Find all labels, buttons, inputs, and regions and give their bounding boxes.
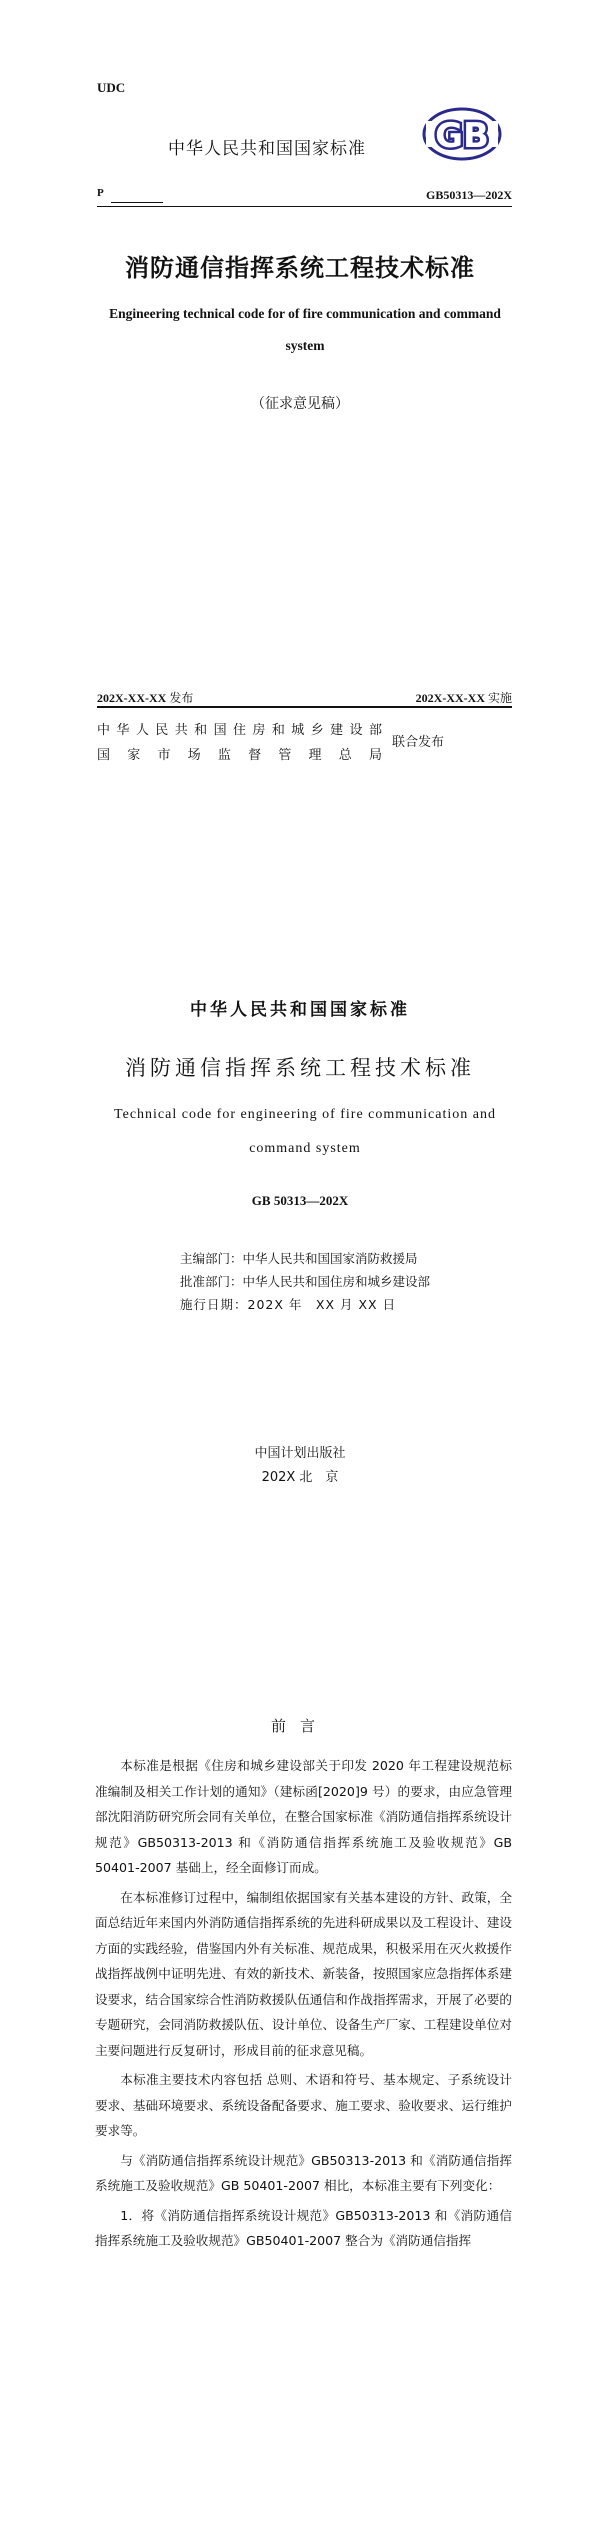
publish-place: 202X 北 京 bbox=[261, 1470, 339, 1485]
implement-date bbox=[416, 689, 512, 706]
foreword-title: 前言 bbox=[270, 1717, 329, 1735]
udc-label: UDC bbox=[97, 80, 126, 95]
foreword-paragraph: 本标准是根据《住房和城乡建设部关于印发 2020 年工程建设规范标准编制及相关工作计划的通知》（建标函[2020]9 号）的要求，由应急管理部沈阳消防研究所会同有关单位，在整合国家标准《消防通信指挥系统设计规范》GB50313-2013 和《消防通信指挥系统施工及验收规范》GB 50401-2007 基础上，经全面修订而成。 bbox=[95, 1758, 512, 1875]
joint-release-label: 联合发布 bbox=[392, 735, 445, 750]
p-code: P bbox=[97, 187, 104, 199]
title-page-standard-number: GB 50313—202X bbox=[251, 1193, 349, 1208]
bottom-divider bbox=[97, 706, 512, 708]
cover-title-cn: 消防通信指挥系统工程技术标准 bbox=[125, 254, 475, 282]
draft-label: （征求意见稿） bbox=[251, 396, 349, 412]
implement-date-suffix: 实施 bbox=[487, 691, 512, 705]
foreword-paragraph: 与《消防通信指挥系统设计规范》GB50313-2013 和《消防通信指挥系统施工及验收规范》GB 50401-2007 相比，本标准主要有下列变化： bbox=[95, 2152, 512, 2193]
foreword-paragraph: 在本标准修订过程中，编制组依据国家有关基本建设的方针、政策，全面总结近年来国内外消防通信指挥系统的先进科研成果以及工程设计、建设方面的实践经验，借鉴国内外有关标准、规范成果，积极采用在灭火救援作战指挥战例中证明先进、有效的新技术、新装备，按照国家应急指挥体系建设要求，结合国家综合性消防救援队伍通信和作战指挥需求，开展了必要的专题研究，会同消防救援队伍、设计单位、设备生产厂家、工程建设单位对主要问题进行反复研讨，形成目前的征求意见稿。 bbox=[95, 1889, 512, 2058]
effective-date: 施行日期：202X 年 XX 月 XX 日 bbox=[180, 1297, 397, 1312]
publisher-name: 中国计划出版社 bbox=[254, 1446, 346, 1461]
standard-number: GB50313—202X bbox=[425, 188, 512, 202]
foreword-body bbox=[95, 1753, 512, 2258]
title-page-title-en: Technical code for engineering of fire communication and command system bbox=[114, 1107, 496, 1156]
national-standard-heading: 中华人民共和国国家标准 bbox=[168, 139, 366, 159]
publisher-block bbox=[0, 1442, 600, 1490]
approval-department: 批准部门：中华人民共和国住房和城乡建设部 bbox=[180, 1274, 431, 1289]
p-code-underline bbox=[111, 202, 163, 203]
issuer-mohurd: 中华人民共和国住房和城乡建设部 bbox=[97, 723, 382, 738]
cover-title-en: Engineering technical code for of fire communication and command system bbox=[109, 306, 501, 353]
implement-date-value: 202X-XX-XX bbox=[415, 691, 485, 705]
title-page-title-cn: 消防通信指挥系统工程技术标准 bbox=[125, 1056, 475, 1080]
title-page-meta bbox=[180, 1247, 430, 1316]
foreword-paragraph: 本标准主要技术内容包括 总则、术语和符号、基本规定、子系统设计要求、基础环境要求、系统设备配备要求、施工要求、验收要求、运行维护要求等。 bbox=[95, 2072, 512, 2138]
title-page-national-standard: 中华人民共和国国家标准 bbox=[190, 1000, 410, 1020]
gb-logo-text: GB bbox=[435, 116, 489, 156]
issue-date-value: 202X-XX-XX bbox=[97, 691, 167, 705]
top-divider bbox=[97, 206, 512, 207]
issuer-samr: 国家市场监督管理总局 bbox=[97, 748, 382, 763]
chief-department: 主编部门：中华人民共和国国家消防救援局 bbox=[180, 1251, 418, 1266]
foreword-paragraph: 1．将《消防通信指挥系统设计规范》GB50313-2013 和《消防通信指挥系统施工及验收规范》GB50401-2007 整合为《消防通信指挥 bbox=[95, 2207, 512, 2248]
issue-date bbox=[97, 689, 193, 706]
gb-logo bbox=[422, 106, 502, 162]
issue-date-suffix: 发布 bbox=[169, 691, 194, 705]
